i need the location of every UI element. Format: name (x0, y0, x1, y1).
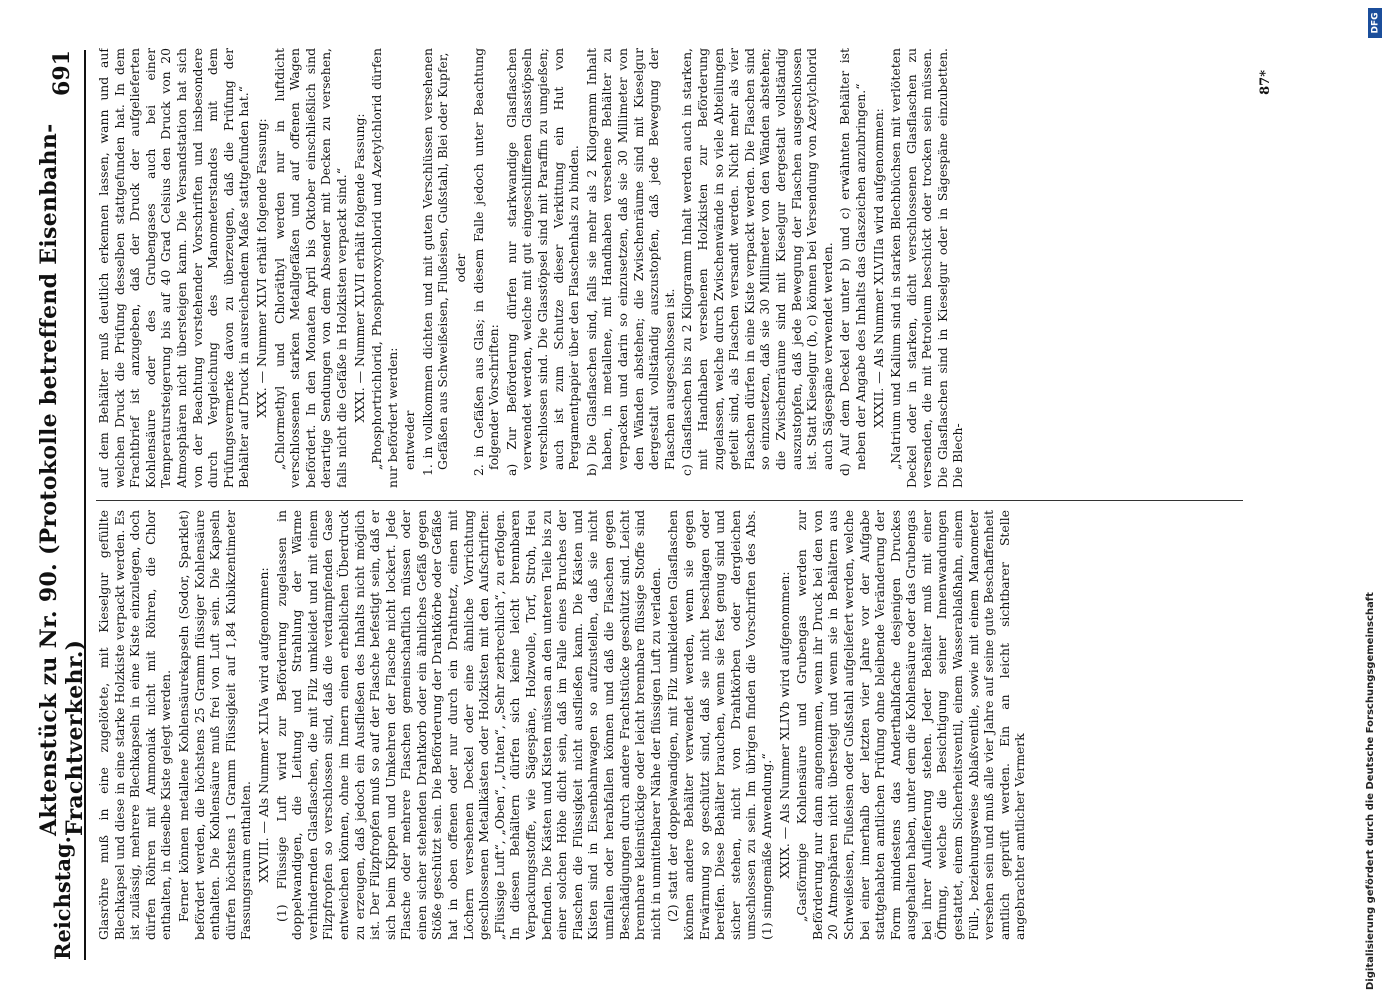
column-divider (96, 500, 1243, 501)
header-title: Aktenstück zu Nr. 90. (Protokolle betreffend Eisenbahn-Frachtverkehr.) (36, 123, 88, 837)
paragraph: „Gasförmige Kohlensäure und Grubengas werden zur Beförderung nur dann angenommen, wenn ihr Druck bei den von 20 Atmosphären nicht übersteigt und wenn sie in Behältern aus Schweißeisen, Flußeisen oder Gußstahl aufgeliefert werden, welche bei einer innerhalb der letzten vier Jahre vor der Aufgabe stattgehabten amtlichen Prüfung ohne bleibende Veränderung der Form mindestens das Anderthalbfache desjenigen Druckes ausgehalten haben, unter dem die Kohlensäure oder das Grubengas bei ihrer Auflieferung stehen. Jeder Behälter muß mit einer Öffnung, welche die Besichtigung seiner Innenwandungen gestattet, einem Sicherheitsventil, einem Wasserablaßhahn, einem Füll-, beziehungsweise Ablaßventile, sowie mit einem Manometer versehen sein und muß alle vier Jahre auf seine gute Beschaffenheit amtlich geprüft werden. Ein an leicht sichtbarer Stelle angebrachter amtlicher Vermerk (794, 510, 1028, 940)
paragraph: (2) statt der doppelwandigen, mit Filz umkleideten Glasflaschen können andere Behälter verwendet werden, wenn sie gegen Erwärmung so geschützt sind, daß sie nicht beschlagen oder bereifen. Diese Behälter brauchen, wenn sie fest genug sind und sicher stehen, nicht von Drahtkörben oder dergleichen umschlossen zu sein. Im übrigen finden die Vorschriften des Abs. (1) sinngemäße Anwendung.“ (665, 510, 774, 940)
paragraph: „Phosphortrichlorid, Phosphoroxychlorid und Azetylchlorid dürfen nur befördert werden: (369, 48, 400, 488)
section-heading: XXVIII. — Als Nummer XLIVa wird aufgenommen: (255, 567, 271, 883)
paragraph: „Chlormethyl und Chloräthyl werden nur in luftdicht verschlossenen starken Metallgefäßen und auf offenen Wagen befördert. In den Monaten April bis Oktober einschließlich sind derartige Sendungen von dem Absender mit Decken zu versehen, falls nicht die Gefäße in Holzkisten verpackt sind.“ (271, 48, 349, 488)
list-item: 1. in vollkommen dichten und mit guten Verschlüssen versehenen Gefäßen aus Schweißeisen, Flußeisen, Gußstahl, Blei oder Kupfer, (419, 48, 451, 476)
paragraph: oder (453, 253, 469, 283)
paragraph: Ferner können metallene Kohlensäurekapseln (Sodor, Sparklet) befördert werden, die höchstens 25 Gramm flüssiger Kohlensäure enthalten. Die Kohlensäure muß frei von Luft sein. Die Kapseln dürfen höchstens 1 Gramm Flüssigkeit auf 1,84 Kubikzentimeter Fassungsraum enthalten. (175, 510, 254, 940)
paragraph: (1) Flüssige Luft wird zur Beförderung zugelassen in doppelwandigen, die Leitung und Strahlung der Wärme verhindernden Glasflaschen, die mit Filz umkleidet und mit einem Filzpfropfen so verschlossen sind, daß die verdampfenden Gase entweichen können, ohne im Innern einen erheblichen Überdruck zu erzeugen, daß jedoch ein Ausfließen des Inhalts nicht möglich ist. Der Filzpfropfen muß so auf der Flasche befestigt sein, daß er sich beim Kippen und Umkehren der Flasche nicht lockert. Jede Flasche oder mehrere Flaschen gemeinschaftlich müssen oder einen sicher stehenden Drahtkorb oder ein ähnliches Gefäß gegen Stöße geschützt sein. Die Beförderung der Drahtkörbe oder Gefäße hat in oben offenen oder nur durch ein Drahtnetz, einen mit Löchern versehenen Deckel oder eine ähnliche Vorrichtung geschlossenen Metallkästen oder Holzkisten mit den Aufschriften: „Flüssige Luft“, „Oben“, „Unten“, „Sehr zerbrechlich“, zu erfolgen. In diesen Behältern dürfen sich keine leicht brennbaren Verpackungsstoffe, wie Sägespäne, Holzwolle, Torf, Stroh, Heu befinden. Die Kästen und Kisten müssen an den unteren Teile bis zu einer solchen Höhe dicht sein, daß im Falle eines Bruches der Flaschen die Flüssigkeit nicht ausfließen kann. Die Kästen und Kisten sind in Eisenbahnwagen so aufzustellen, daß sie nicht umfallen oder herabfallen können und daß die Flaschen gegen Beschädigungen durch andere Frachtstücke geschützt sind. Leicht brennbare kleinstückige oder leicht brennbare flüssige Stoffe sind nicht in unmittelbarer Nähe der flüssigen Luft zu verladen. (273, 510, 663, 940)
paragraph: entweder (402, 410, 418, 470)
left-column (96, 510, 1243, 940)
paragraph: auf dem Behälter muß deutlich erkennen lassen, wann und auf welchen Druck die Prüfung desselben stattgefunden hat. In dem Frachtbrief ist anzugeben, daß der Druck der aufgelieferten Kohlensäure oder des Grubengases auch bei einer Temperatursteigerung bis auf 40 Grad Celsius den Druck von 20 Atmosphären nicht übersteigen kann. Die Versandstation hat sich von der Beachtung vorstehender Vorschriften und insbesondere durch Vergleichung des Manometerstandes mit dem Prüfungsvermerke davon zu überzeugen, daß die Prüfung der Behälter auf Druck in ausreichendem Maße stattgefunden hat.“ (96, 48, 252, 488)
page-header (36, 50, 88, 960)
page-number: 691 (49, 50, 75, 96)
section-heading: XXX. — Nummer XLVI erhält folgende Fassung: (253, 118, 269, 418)
dfg-logo: DFG (1368, 8, 1382, 38)
list-item: b) Die Glasflaschen sind, falls sie mehr als 2 Kilogramm Inhalt haben, in metallene, mit Handhaben versehene Behälter zu verpacken und darin so einzusetzen, daß sie 30 Millimeter von den Wänden abstehen; die Zwischenräume sind mit Kieselgur dergestalt vollständig auszustopfen, daß jede Bewegung der Flaschen ausgeschlossen ist. (583, 48, 677, 476)
section-heading: XXIX. — Als Nummer XLIVb wird aufgenommen: (776, 571, 792, 879)
list-item: a) Zur Beförderung dürfen nur starkwandige Glasflaschen verwendet werden, welche mit gut eingeschliffenen Glasstöpseln verschlossen sind. Die Glasstöpsel sind mit Paraffin zu umgießen; auch ist zum Schutze dieser Verkittung ein Hut von Pergamentpapier über den Flaschenhals zu binden. (503, 48, 582, 476)
section-heading: XXXI. — Nummer XLVII erhält folgende Fassung: (351, 113, 367, 423)
section-heading: XXXII. — Als Nummer XLVIIIa wird aufgenommen: (870, 108, 886, 428)
sheet-mark: 87* (1258, 70, 1273, 95)
right-column (96, 48, 1243, 488)
list-item: 2. in Gefäßen aus Glas; in diesem Falle jedoch unter Beachtung folgender Vorschriften: (470, 48, 502, 476)
list-item: d) Auf dem Deckel der unter b) und c) erwähnten Behälter ist neben der Angabe des Inhalts das Glaszeichen anzubringen.“ (837, 48, 868, 476)
list-item: c) Glasflaschen bis zu 2 Kilogramm Inhalt werden auch in starken, mit Handhaben versehenen Holzkisten zur Beförderung zugelassen, welche durch Zwischenwände in so viele Abteilungen geteilt sind, als Flaschen versandt werden. Nicht mehr als vier Flaschen dürfen in eine Kiste verpackt werden. Die Flaschen sind so einzusetzen, daß sie 30 Millimeter von den Wänden abstehen; die Zwischenräume sind mit Kieselgur dergestalt vollständig auszustopfen, daß jede Bewegung der Flaschen ausgeschlossen ist. Statt Kieselgur (b, c) können bei Versendung von Azetylchlorid auch Sägespäne verwendet werden. (679, 48, 835, 476)
header-left: Reichstag. (49, 836, 75, 960)
paragraph: Glasröhre muß in eine zugelötete, mit Kieselgur gefüllte Blechkapsel und diese in eine starke Holzkiste verpackt werden. Es ist zulässig, mehrere Blechkapseln in eine Kiste einzulegen, doch dürfen Röhren mit Ammoniak nicht mit Röhren, die Chlor enthalten, in dieselbe Kiste gelegt werden. (96, 510, 174, 940)
paragraph: „Natrium und Kalium sind in starken Blechbüchsen mit verlöteten Deckel oder in starken, dicht verschlossenen Glasflaschen zu versenden, die mit Petroleum beschickt oder trocken sein müssen. Die Glasflaschen sind in Kieselgur oder in Sägespäne einzubetten. Die Blech- (888, 48, 966, 488)
digitization-credit: Digitalisierung gefördert durch die Deutsche Forschungsgemeinschaft (1365, 592, 1376, 990)
